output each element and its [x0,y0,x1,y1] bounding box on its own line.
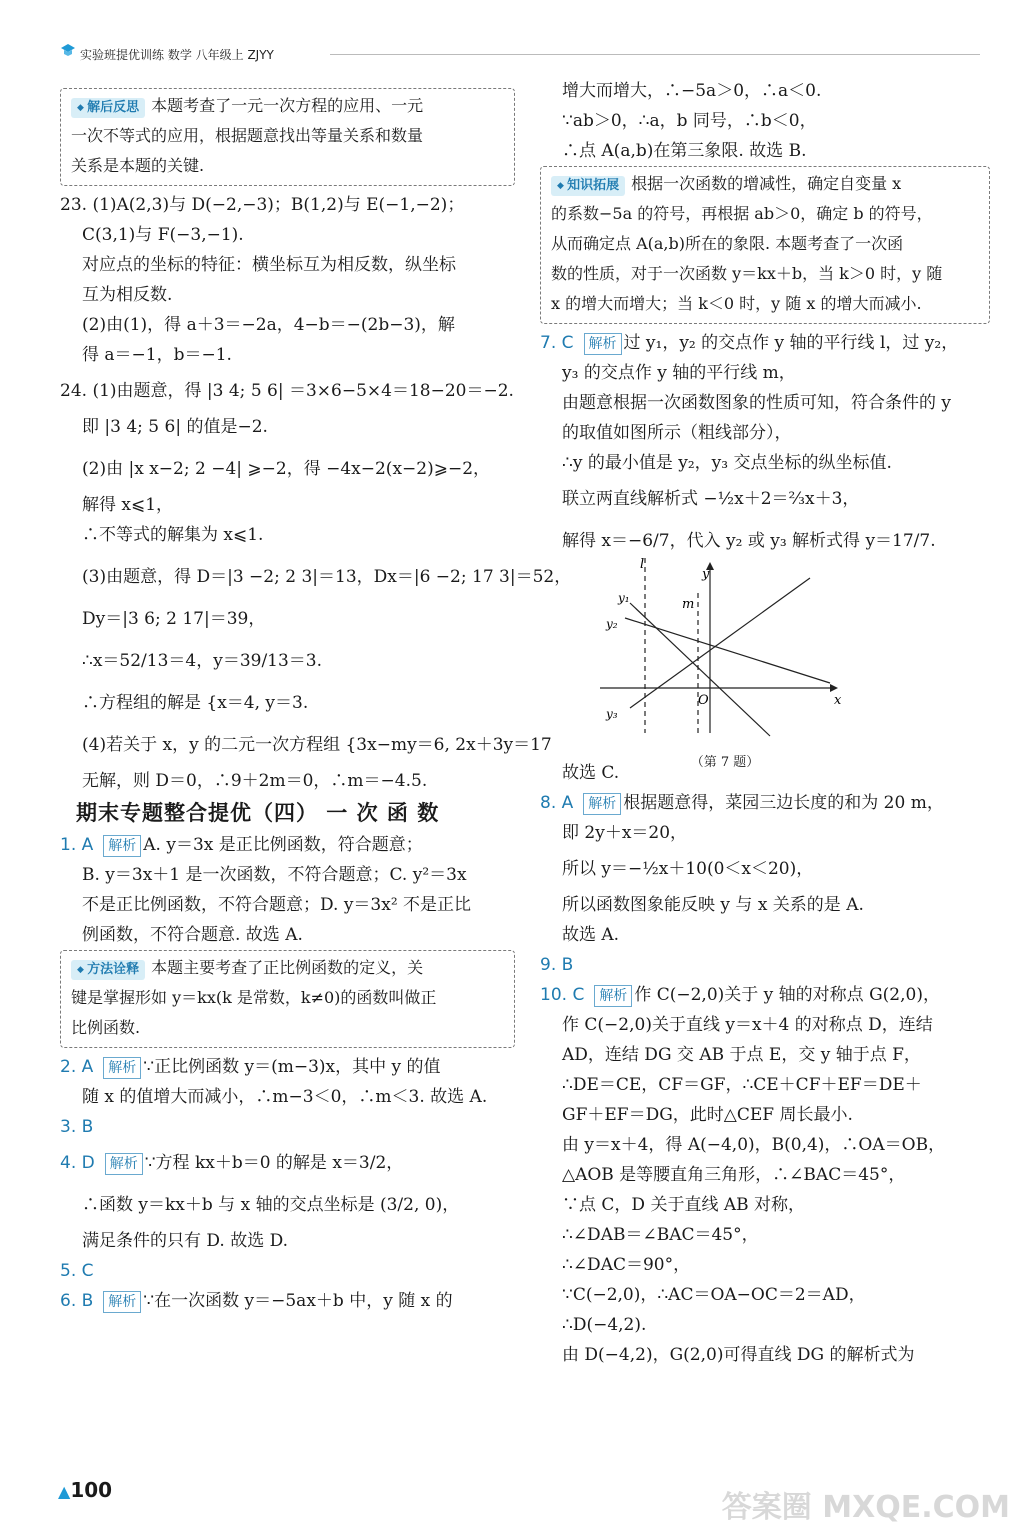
method-line: 比例函数. [71,1018,141,1037]
knowledge-line: 数的性质，对于一次函数 y＝kx＋b，当 k＞0 时，y 随 [551,264,943,283]
q23-line: 互为相反数. [82,285,173,305]
q5-answer: 5. C [60,1261,94,1281]
reflection-tag: ◆ 解后反思 [71,98,145,118]
line-y1 [630,603,770,736]
q9-answer: 9. B [540,955,574,975]
q23-line: 得 a＝−1，b＝−1. [82,345,232,365]
figure-caption: （第 7 题） [690,755,760,770]
q10-line: 作 C(−2,0)关于 y 轴的对称点 G(2,0)， [634,985,940,1005]
analysis-tag: 解析 [105,1153,143,1175]
q24-line: ∴x＝52/13＝4，y＝39/13＝3. [82,651,323,671]
method-line: 本题主要考查了正比例函数的定义，关 [151,958,424,977]
q6-answer: 6. B [60,1291,94,1311]
q10-line: ∵C(−2,0)，∴AC＝OA−OC＝2＝AD， [562,1285,866,1305]
q10-line: ∴DE＝CE，CF＝GF，∴CE＋CF＋EF＝DE＋ [562,1075,922,1095]
q6-line: ∵在一次函数 y＝−5ax＋b 中，y 随 x 的 [143,1291,453,1311]
q8-line: 所以函数图象能反映 y 与 x 关系的是 A. [562,895,864,915]
q10-line: 作 C(−2,0)关于直线 y＝x＋4 的对称点 D，连结 [562,1015,933,1035]
q2-answer: 2. A [60,1057,94,1077]
label-m: m [682,597,695,612]
q24-line: 即 |3 4; 5 6| 的值是−2. [82,417,268,437]
q4-answer: 4. D [60,1153,95,1173]
q24-line: ∴方程组的解是 {x＝4, y＝3. [82,693,309,713]
header-title: 实验班提优训练 数学 八年级上 ZJYY [80,48,274,62]
q7-line: y₃ 的交点作 y 轴的平行线 m， [562,363,796,383]
label-y1: y₁ [618,591,630,605]
knowledge-line: 根据一次函数的增减性，确定自变量 x [631,174,902,193]
q2-line: ∵正比例函数 y＝(m−3)x，其中 y 的值 [143,1057,441,1077]
page-number [58,1478,112,1502]
label-x: x [834,693,842,708]
q2-line: 随 x 的值增大而减小，∴m−3＜0，∴m＜3. 故选 A. [82,1087,488,1107]
q4-line: ∵方程 kx＋b＝0 的解是 x＝3/2， [144,1153,404,1173]
q24-line: 无解，则 D＝0，∴9＋2m＝0，∴m＝−4.5. [82,771,428,791]
q1-line: B. y＝3x＋1 是一次函数，不符合题意；C. y²＝3x [82,865,467,885]
reflection-line: 关系是本题的关键. [71,156,205,175]
q4-line: ∴函数 y＝kx＋b 与 x 轴的交点坐标是 (3/2, 0)， [82,1195,460,1215]
q6-continued-line: ∴点 A(a,b)在第三象限. 故选 B. [562,141,807,161]
x-axis-arrow [830,684,838,692]
knowledge-tag: ◆ 知识拓展 [551,176,625,196]
q7-graph [590,558,850,738]
q8-line: 所以 y＝−½x＋10(0＜x＜20)， [562,859,814,879]
arrow-up-icon: ▲ [58,1482,71,1501]
reflection-line: 一次不等式的应用，根据题意找出等量关系和数量 [71,126,424,145]
reflection-line: 本题考查了一元一次方程的应用、一元 [151,96,424,115]
label-l: l [640,558,645,572]
q10-line: △AOB 是等腰直角三角形，∴∠BAC＝45°， [562,1165,906,1185]
q24-line: (3)由题意，得 D＝|3 −2; 2 3|＝13，Dx＝|6 −2; 17 3|＝52， [82,567,572,587]
analysis-tag: 解析 [103,1291,141,1313]
section-title: 期末专题整合提优（四） 一 次 函 数 [76,801,440,825]
q10-line: ∵点 C，D 关于直线 AB 对称， [562,1195,806,1215]
q1-line: 不是正比例函数，不符合题意；D. y＝3x² 不是正比 [82,895,472,915]
q7-answer: 7. C [540,333,574,353]
line-y2 [625,618,830,683]
q10-line: 由 y＝x＋4，得 A(−4,0)，B(0,4)，∴OA＝OB， [562,1135,946,1155]
q10-answer: 10. C [540,985,585,1005]
q24-line: Dy＝|3 6; 2 17|＝39， [82,609,266,629]
q1-answer: 1. A [60,835,94,855]
q23-line: 23. (1)A(2,3)与 D(−2,−3)；B(1,2)与 E(−1,−2)； [60,195,465,215]
q10-line: GF＋EF＝DG，此时△CEF 周长最小. [562,1105,853,1125]
q24-line: 24. (1)由题意，得 |3 4; 5 6| ＝3×6−5×4＝18−20＝−2. [60,381,514,401]
q7-line: 解得 x＝−6/7，代入 y₂ 或 y₃ 解析式得 y＝17/7. [562,531,936,551]
header-rule [330,54,980,55]
q1-line: 例函数，不符合题意. 故选 A. [82,925,303,945]
method-box [60,950,515,1048]
q23-line: (2)由(1)，得 a＋3＝−2a，4−b＝−(2b−3)，解 [82,315,455,335]
label-y2: y₂ [606,617,618,631]
knowledge-line: 从而确定点 A(a,b)所在的象限. 本题考查了一次函 [551,234,904,253]
watermark: 答案圈 MXQE.COM [721,1490,1010,1525]
q7-conclusion: 故选 C. [562,763,620,783]
q8-line: 故选 A. [562,925,620,945]
label-y3: y₃ [606,707,618,721]
analysis-tag: 解析 [103,1057,141,1079]
q8-line: 即 2y＋x＝20， [562,823,688,843]
q7-line: 的取值如图所示（粗线部分）， [562,423,792,443]
label-y: y [702,567,710,582]
q7-line: ∴y 的最小值是 y₂，y₃ 交点坐标的纵坐标值. [562,453,892,473]
knowledge-line: x 的增大而增大；当 k＜0 时，y 随 x 的增大而减小. [551,294,922,313]
analysis-tag: 解析 [594,985,632,1007]
q7-line: 过 y₁，y₂ 的交点作 y 轴的平行线 l，过 y₂， [623,333,959,353]
analysis-tag: 解析 [103,835,141,857]
q6-continued-line: 增大而增大，∴−5a＞0，∴a＜0. [562,81,822,101]
q10-line: ∴∠DAC＝90°， [562,1255,691,1275]
knowledge-box [540,166,990,324]
knowledge-line: 的系数−5a 的符号，再根据 ab＞0，确定 b 的符号， [551,204,933,223]
q4-line: 满足条件的只有 D. 故选 D. [82,1231,289,1251]
q23-line: C(3,1)与 F(−3,−1). [82,225,244,245]
q7-figure [590,558,920,770]
analysis-tag: 解析 [583,793,621,815]
q10-line: ∴∠DAB＝∠BAC＝45°， [562,1225,759,1245]
q10-line: 由 D(−4,2)，G(2,0)可得直线 DG 的解析式为 [562,1345,915,1365]
q10-line: AD，连结 DG 交 AB 于点 E，交 y 轴于点 F， [562,1045,921,1065]
q10-line: ∴D(−4,2). [562,1315,647,1335]
q8-answer: 8. A [540,793,574,813]
q24-line: (2)由 |x x−2; 2 −4| ⩾−2，得 −4x−2(x−2)⩾−2， [82,459,491,479]
q24-line: 解得 x⩽1， [82,495,174,515]
q24-line: ∴不等式的解集为 x⩽1. [82,525,264,545]
label-origin: O [698,693,709,708]
q3-answer: 3. B [60,1117,94,1137]
q1-line: A. y＝3x 是正比例函数，符合题意； [143,835,423,855]
q23-line: 对应点的坐标的特征：横坐标互为相反数，纵坐标 [82,255,456,275]
q24-line: (4)若关于 x，y 的二元一次方程组 {3x−my＝6, 2x＋3y＝17 [82,735,552,755]
q7-line: 联立两直线解析式 −½x＋2＝⅔x＋3， [562,489,860,509]
q6-continued-line: ∵ab＞0，∴a，b 同号，∴b＜0， [562,111,817,131]
analysis-tag: 解析 [584,333,622,355]
book-logo-icon [60,42,76,62]
method-line: 键是掌握形如 y＝kx(k 是常数，k≠0)的函数叫做正 [71,988,437,1007]
reflection-box [60,88,515,186]
right-column [540,76,990,1370]
q7-line: 由题意根据一次函数图象的性质可知，符合条件的 y [562,393,952,413]
q8-line: 根据题意得，菜园三边长度的和为 20 m， [623,793,944,813]
method-tag: ◆ 方法诠释 [71,960,145,980]
page-number-text: 100 [70,1478,113,1502]
